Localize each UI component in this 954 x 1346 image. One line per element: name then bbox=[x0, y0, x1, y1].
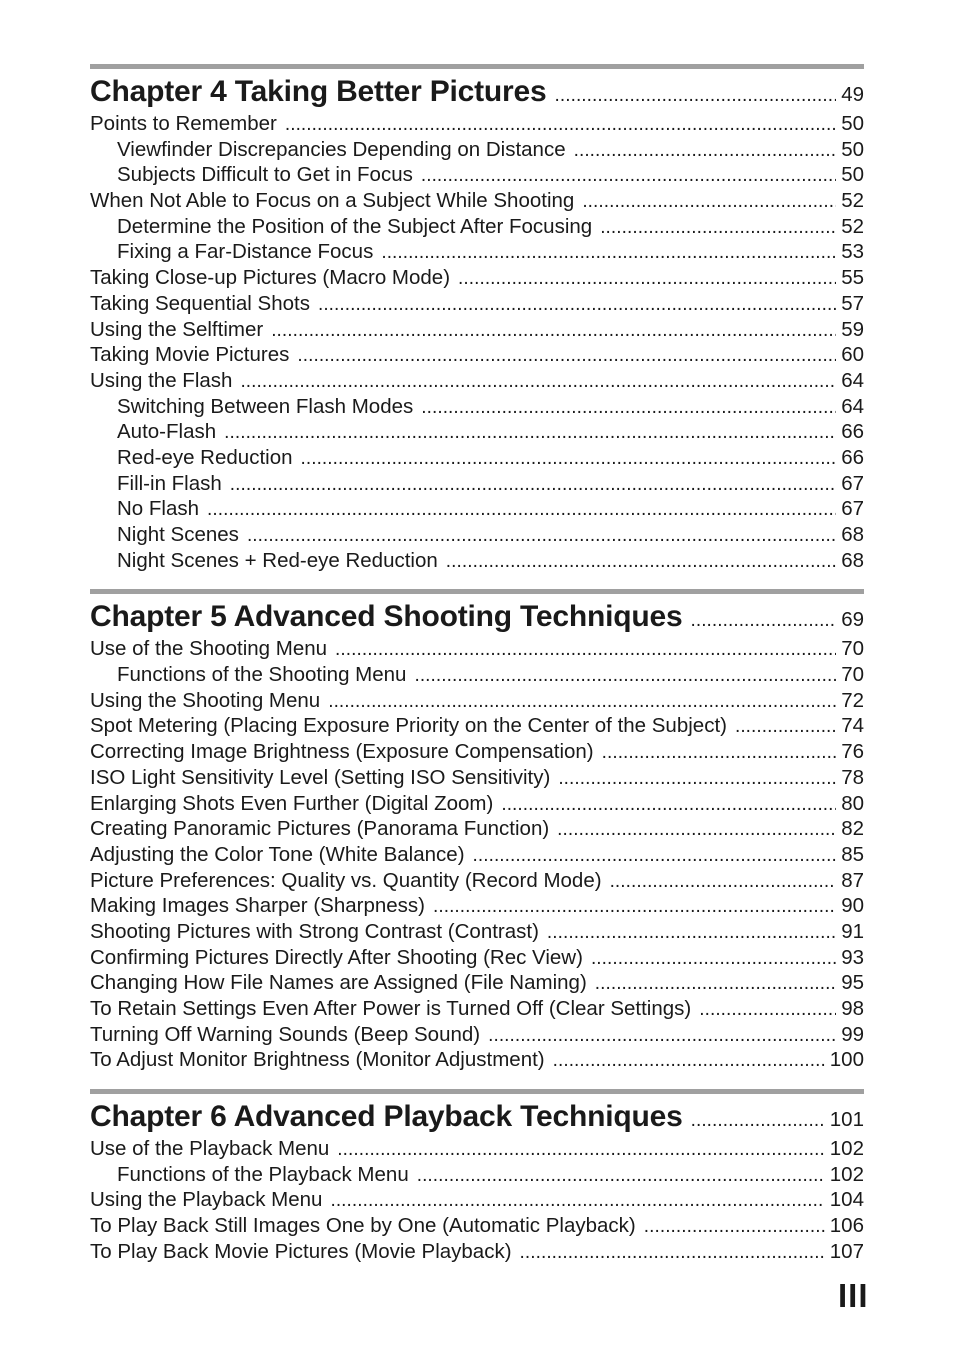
dot-leader bbox=[446, 548, 836, 575]
dot-leader bbox=[501, 791, 836, 818]
page-number: III bbox=[838, 1277, 869, 1314]
toc-entry[interactable] bbox=[90, 970, 864, 996]
entry-page: 99 bbox=[841, 1022, 864, 1046]
entry-page: 104 bbox=[829, 1188, 864, 1212]
toc-entry[interactable] bbox=[90, 291, 864, 317]
toc-entry[interactable] bbox=[90, 1239, 864, 1265]
entry-page: 70 bbox=[841, 663, 864, 687]
dot-leader bbox=[224, 419, 836, 446]
toc-entry[interactable] bbox=[90, 688, 864, 714]
entry-title: Viewfinder Discrepancies Depending on Distance bbox=[117, 137, 566, 161]
entry-title: Determine the Position of the Subject After Focusing bbox=[117, 214, 593, 238]
entry-title: Picture Preferences: Quality vs. Quantity (Record Mode) bbox=[90, 868, 602, 892]
toc-entry[interactable] bbox=[90, 816, 864, 842]
entry-title: To Adjust Monitor Brightness (Monitor Adjustment) bbox=[90, 1048, 545, 1072]
entry-page: 95 bbox=[841, 971, 864, 995]
entry-page: 70 bbox=[841, 637, 864, 661]
entry-title: Fixing a Far-Distance Focus bbox=[117, 240, 374, 264]
toc-subentry[interactable] bbox=[90, 662, 864, 688]
entry-title: Fill-in Flash bbox=[117, 471, 222, 495]
chapter-title: Chapter 5 Advanced Shooting Techniques bbox=[90, 600, 683, 634]
toc-entry[interactable] bbox=[90, 1022, 864, 1048]
entry-page: 50 bbox=[841, 112, 864, 135]
entry-title: Taking Close-up Pictures (Macro Mode) bbox=[90, 266, 451, 290]
entry-title: Creating Panoramic Pictures (Panorama Function) bbox=[90, 817, 550, 841]
dot-leader bbox=[421, 162, 836, 189]
entry-title: Making Images Sharper (Sharpness) bbox=[90, 894, 425, 918]
entry-title: Using the Selftimer bbox=[90, 317, 264, 341]
dot-leader bbox=[381, 239, 836, 266]
toc-entry[interactable] bbox=[90, 1136, 864, 1162]
entry-page: 72 bbox=[841, 688, 864, 712]
dot-leader bbox=[591, 945, 836, 972]
dot-leader bbox=[691, 1101, 825, 1140]
entry-title: Functions of the Shooting Menu bbox=[117, 663, 407, 687]
entry-title: Using the Flash bbox=[90, 368, 233, 392]
toc-entry[interactable] bbox=[90, 1047, 864, 1073]
entry-title: Red-eye Reduction bbox=[117, 445, 293, 469]
dot-leader bbox=[297, 342, 836, 369]
entry-page: 59 bbox=[841, 317, 864, 341]
entry-page: 68 bbox=[841, 523, 864, 546]
dot-leader bbox=[318, 291, 836, 318]
entry-title: To Retain Settings Even After Power is Turned Off (Clear Settings) bbox=[90, 997, 692, 1020]
entry-title: Spot Metering (Placing Exposure Priority on the Center of the Subject) bbox=[90, 714, 727, 738]
dot-leader bbox=[207, 496, 836, 523]
toc-subentry[interactable] bbox=[90, 394, 864, 420]
toc-entry[interactable] bbox=[90, 713, 864, 739]
dot-leader bbox=[328, 688, 836, 715]
dot-leader bbox=[602, 739, 837, 766]
entry-title: Use of the Shooting Menu bbox=[90, 637, 328, 661]
entry-page: 64 bbox=[841, 368, 864, 392]
toc-entry[interactable] bbox=[90, 868, 864, 894]
entry-page: 66 bbox=[841, 445, 864, 469]
toc-subentry[interactable] bbox=[90, 214, 864, 240]
toc-subentry[interactable] bbox=[90, 419, 864, 445]
chapter-page: 49 bbox=[841, 83, 864, 106]
toc-entry[interactable] bbox=[90, 188, 864, 214]
toc-entry[interactable] bbox=[90, 636, 864, 662]
dot-leader bbox=[417, 1162, 825, 1189]
entry-page: 66 bbox=[841, 420, 864, 444]
entry-page: 52 bbox=[841, 214, 864, 238]
toc-entry[interactable] bbox=[90, 739, 864, 765]
dot-leader bbox=[230, 471, 836, 498]
toc-entry[interactable] bbox=[90, 111, 864, 137]
entry-page: 91 bbox=[841, 919, 864, 943]
dot-leader bbox=[271, 317, 836, 344]
entry-title: When Not Able to Focus on a Subject While Shooting bbox=[90, 189, 575, 213]
chapter-page: 69 bbox=[841, 608, 864, 632]
chapter-section-chapter-4-taking-better-pictures bbox=[90, 64, 864, 573]
entry-title: Adjusting the Color Tone (White Balance) bbox=[90, 842, 465, 866]
entry-page: 93 bbox=[841, 945, 864, 969]
dot-leader bbox=[473, 842, 837, 869]
toc-entry[interactable] bbox=[90, 342, 864, 368]
dot-leader bbox=[610, 868, 837, 895]
entry-page: 55 bbox=[841, 266, 864, 290]
entry-title: Night Scenes + Red-eye Reduction bbox=[117, 548, 438, 572]
entry-title: Correcting Image Brightness (Exposure Compensation) bbox=[90, 740, 594, 764]
toc-subentry[interactable] bbox=[90, 1162, 864, 1188]
dot-leader bbox=[557, 816, 836, 843]
entry-title: Switching Between Flash Modes bbox=[117, 394, 414, 418]
entry-page: 87 bbox=[841, 868, 864, 892]
table-of-contents bbox=[90, 64, 864, 1281]
entry-page: 80 bbox=[841, 791, 864, 815]
entry-page: 60 bbox=[841, 343, 864, 367]
dot-leader bbox=[547, 919, 836, 946]
dot-leader bbox=[414, 662, 836, 689]
dot-leader bbox=[644, 1213, 825, 1240]
toc-entry[interactable] bbox=[90, 919, 864, 945]
dot-leader bbox=[433, 893, 836, 920]
entry-page: 57 bbox=[841, 291, 864, 315]
entry-title: No Flash bbox=[117, 497, 200, 521]
dot-leader bbox=[335, 636, 836, 663]
entry-title: Shooting Pictures with Strong Contrast (Contrast) bbox=[90, 919, 539, 943]
entry-title: Confirming Pictures Directly After Shooting (Rec View) bbox=[90, 945, 583, 969]
dot-leader bbox=[458, 265, 836, 292]
chapter-section-chapter-5-advanced-shooting-techniques bbox=[90, 589, 864, 1073]
entry-title: Enlarging Shots Even Further (Digital Zoom) bbox=[90, 791, 494, 815]
chapter-title: Chapter 4 Taking Better Pictures bbox=[90, 75, 547, 108]
dot-leader bbox=[488, 1022, 836, 1049]
dot-leader bbox=[699, 996, 836, 1023]
entry-title: Functions of the Playback Menu bbox=[117, 1162, 409, 1186]
entry-page: 67 bbox=[841, 471, 864, 495]
entry-page: 98 bbox=[841, 997, 864, 1020]
dot-leader bbox=[520, 1239, 825, 1266]
entry-page: 74 bbox=[841, 714, 864, 738]
entry-page: 64 bbox=[841, 394, 864, 418]
toc-entry[interactable] bbox=[90, 317, 864, 343]
toc-subentry[interactable] bbox=[90, 445, 864, 471]
entry-title: Points to Remember bbox=[90, 112, 277, 135]
entry-title: Night Scenes bbox=[117, 523, 239, 546]
chapter-rule bbox=[90, 64, 864, 69]
entry-title: To Play Back Movie Pictures (Movie Playback) bbox=[90, 1239, 512, 1263]
entry-page: 76 bbox=[841, 740, 864, 764]
chapter-rule bbox=[90, 1089, 864, 1094]
toc-entry[interactable] bbox=[90, 265, 864, 291]
dot-leader bbox=[285, 111, 836, 138]
toc-entry[interactable] bbox=[90, 996, 864, 1022]
dot-leader bbox=[600, 214, 836, 241]
dot-leader bbox=[337, 1136, 824, 1163]
toc-subentry[interactable] bbox=[90, 496, 864, 522]
entry-title: Auto-Flash bbox=[117, 420, 217, 444]
entry-page: 78 bbox=[841, 765, 864, 789]
chapter-rule bbox=[90, 589, 864, 594]
entry-page: 53 bbox=[841, 240, 864, 264]
dot-leader bbox=[735, 713, 836, 740]
dot-leader bbox=[555, 76, 837, 115]
toc-entry[interactable] bbox=[90, 791, 864, 817]
toc-subentry[interactable] bbox=[90, 137, 864, 163]
toc-entry[interactable] bbox=[90, 765, 864, 791]
dot-leader bbox=[558, 765, 836, 792]
dot-leader bbox=[553, 1047, 825, 1074]
toc-entry[interactable] bbox=[90, 945, 864, 971]
entry-page: 102 bbox=[829, 1162, 864, 1186]
entry-title: Using the Playback Menu bbox=[90, 1188, 323, 1212]
toc-entry[interactable] bbox=[90, 1213, 864, 1239]
entry-title: Using the Shooting Menu bbox=[90, 688, 321, 712]
toc-entry[interactable] bbox=[90, 893, 864, 919]
entry-page: 82 bbox=[841, 817, 864, 841]
entry-page: 67 bbox=[841, 497, 864, 521]
chapter-page: 101 bbox=[829, 1108, 864, 1132]
entry-page: 50 bbox=[841, 163, 864, 187]
chapter-section-chapter-6-advanced-playback-techniques bbox=[90, 1089, 864, 1264]
entry-page: 102 bbox=[829, 1137, 864, 1161]
chapter-title: Chapter 6 Advanced Playback Techniques bbox=[90, 1100, 683, 1134]
entry-page: 50 bbox=[841, 137, 864, 161]
dot-leader bbox=[301, 445, 837, 472]
entry-title: Taking Sequential Shots bbox=[90, 291, 310, 315]
entry-page: 100 bbox=[829, 1048, 864, 1072]
entry-page: 107 bbox=[829, 1239, 864, 1263]
toc-entry[interactable] bbox=[90, 368, 864, 394]
entry-title: Turning Off Warning Sounds (Beep Sound) bbox=[90, 1022, 481, 1046]
toc-subentry[interactable] bbox=[90, 522, 864, 548]
chapter-heading[interactable] bbox=[90, 73, 864, 111]
entry-title: Use of the Playback Menu bbox=[90, 1137, 330, 1161]
entry-page: 68 bbox=[841, 548, 864, 572]
toc-subentry[interactable] bbox=[90, 548, 864, 574]
entry-title: Subjects Difficult to Get in Focus bbox=[117, 163, 413, 187]
entry-page: 106 bbox=[829, 1214, 864, 1238]
chapter-heading[interactable] bbox=[90, 598, 864, 636]
entry-title: Changing How File Names are Assigned (File Naming) bbox=[90, 971, 587, 995]
chapter-heading[interactable] bbox=[90, 1098, 864, 1136]
dot-leader bbox=[247, 522, 836, 549]
dot-leader bbox=[595, 970, 836, 997]
dot-leader bbox=[240, 368, 836, 395]
toc-entry[interactable] bbox=[90, 1187, 864, 1213]
dot-leader bbox=[574, 137, 837, 164]
dot-leader bbox=[582, 188, 836, 215]
entry-title: To Play Back Still Images One by One (Automatic Playback) bbox=[90, 1214, 636, 1238]
toc-subentry[interactable] bbox=[90, 239, 864, 265]
toc-subentry[interactable] bbox=[90, 162, 864, 188]
toc-entry[interactable] bbox=[90, 842, 864, 868]
entry-title: Taking Movie Pictures bbox=[90, 343, 290, 367]
toc-subentry[interactable] bbox=[90, 471, 864, 497]
dot-leader bbox=[421, 394, 836, 421]
dot-leader bbox=[690, 601, 836, 640]
entry-title: ISO Light Sensitivity Level (Setting ISO Sensitivity) bbox=[90, 765, 551, 789]
entry-page: 52 bbox=[841, 189, 864, 213]
entry-page: 90 bbox=[841, 894, 864, 918]
entry-page: 85 bbox=[841, 842, 864, 866]
dot-leader bbox=[330, 1187, 824, 1214]
